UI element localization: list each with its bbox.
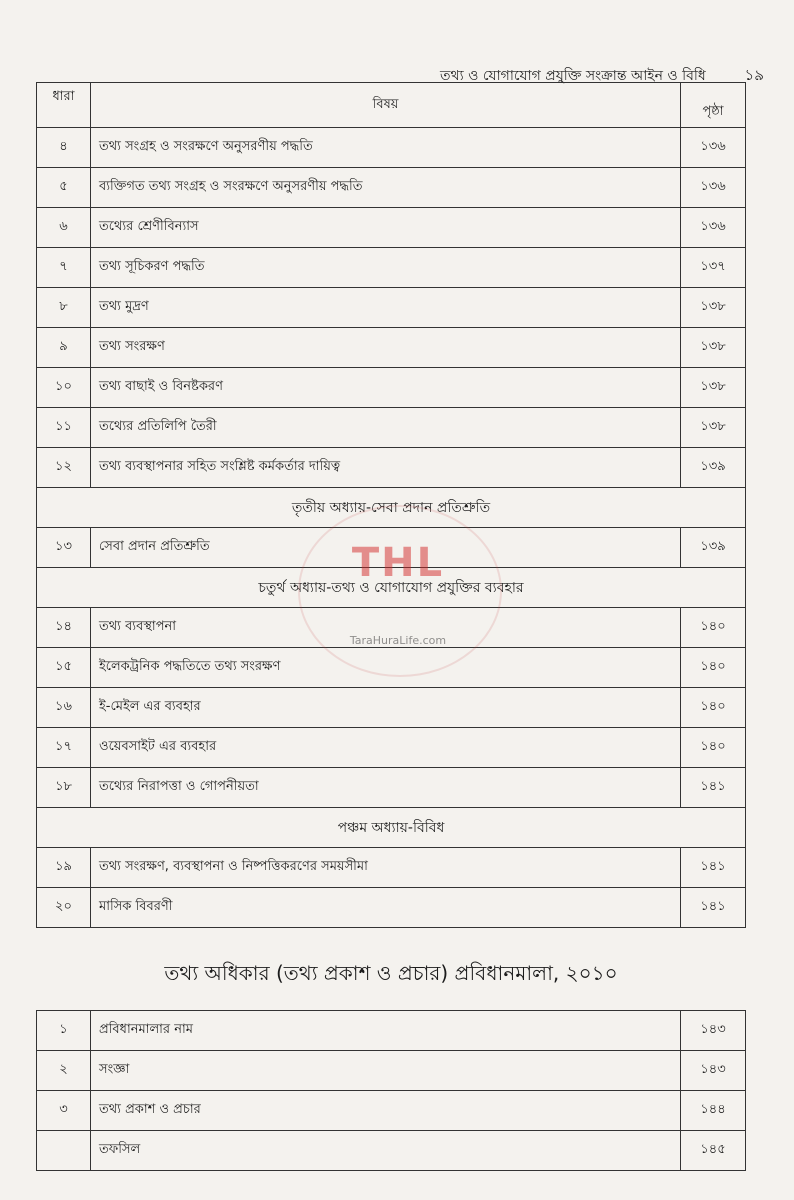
section-number [37, 1131, 91, 1171]
section-title: ওয়েবসাইট এর ব্যবহার [91, 728, 681, 768]
table-row [37, 768, 746, 808]
section-number: ৬ [37, 208, 91, 248]
section-number: ৭ [37, 248, 91, 288]
page-number-cell: ১৩৬ [681, 168, 746, 208]
section-number: ১১ [37, 408, 91, 448]
section-number: ১৪ [37, 608, 91, 648]
page-number-cell: ১৩৬ [681, 208, 746, 248]
page-number-cell: ১৩৮ [681, 288, 746, 328]
section-title: সেবা প্রদান প্রতিশ্রুতি [91, 528, 681, 568]
table-row [37, 728, 746, 768]
section-number: ১৯ [37, 848, 91, 888]
header-page: পৃষ্ঠা [681, 83, 746, 128]
section-title: তথ্য সংরক্ষণ, ব্যবস্থাপনা ও নিষ্পত্তিকরণের সময়সীমা [91, 848, 681, 888]
section-number: ১ [37, 1011, 91, 1051]
section-number: ৮ [37, 288, 91, 328]
page-number-cell: ১৪৩ [681, 1011, 746, 1051]
table-row [37, 1051, 746, 1091]
table-header-row [37, 83, 746, 128]
page-number-cell: ১৪১ [681, 848, 746, 888]
section-title: সংজ্ঞা [91, 1051, 681, 1091]
section-number: ১৬ [37, 688, 91, 728]
page-number-cell: ১৩৭ [681, 248, 746, 288]
table-row [37, 208, 746, 248]
running-head-title: তথ্য ও যোগাযোগ প্রযুক্তি সংক্রান্ত আইন ও বিধি [440, 68, 706, 84]
page-number-cell: ১৩৮ [681, 368, 746, 408]
section-number: ১২ [37, 448, 91, 488]
page-number-cell: ১৪০ [681, 648, 746, 688]
watermark-logo: THL [351, 540, 445, 586]
section-title: ইলেকট্রনিক পদ্ধতিতে তথ্য সংরক্ষণ [91, 648, 681, 688]
page-number-cell: ১৪৪ [681, 1091, 746, 1131]
chapter-heading-label: তৃতীয় অধ্যায়-সেবা প্রদান প্রতিশ্রুতি [37, 488, 746, 528]
page-number-cell: ১৩৮ [681, 408, 746, 448]
chapter-heading-label: পঞ্চম অধ্যায়-বিবিধ [37, 808, 746, 848]
table-row [37, 448, 746, 488]
table-row [37, 888, 746, 928]
section-number: ২০ [37, 888, 91, 928]
table-row [37, 128, 746, 168]
section-title: তথ্য প্রকাশ ও প্রচার [91, 1091, 681, 1131]
table-row [37, 248, 746, 288]
section-number: ১৭ [37, 728, 91, 768]
section-title: তথ্য সূচিকরণ পদ্ধতি [91, 248, 681, 288]
header-subject: বিষয় [91, 83, 681, 128]
page-number-cell: ১৩৮ [681, 328, 746, 368]
section-title: তফসিল [91, 1131, 681, 1171]
section-title: প্রবিধানমালার নাম [91, 1011, 681, 1051]
section-title: তথ্য ব্যবস্থাপনা [91, 608, 681, 648]
section-number: ৯ [37, 328, 91, 368]
page-number: ১৯ [744, 66, 764, 84]
chapter-heading-label: চতুর্থ অধ্যায়-তথ্য ও যোগাযোগ প্রযুক্তির ব্যবহার [37, 568, 746, 608]
rules-title-label: তথ্য অধিকার (তথ্য প্রকাশ ও প্রচার) প্রবিধানমালা, ২০১০ [37, 928, 746, 1011]
section-number: ১৫ [37, 648, 91, 688]
table-row [37, 1131, 746, 1171]
section-number: ১০ [37, 368, 91, 408]
section-title: মাসিক বিবরণী [91, 888, 681, 928]
section-title: তথ্য সংরক্ষণ [91, 328, 681, 368]
section-title: তথ্য বাছাই ও বিনষ্টকরণ [91, 368, 681, 408]
page-number-cell: ১৪০ [681, 728, 746, 768]
table-row [37, 408, 746, 448]
section-title: ব্যক্তিগত তথ্য সংগ্রহ ও সংরক্ষণে অনুসরণীয় পদ্ধতি [91, 168, 681, 208]
watermark-circle [298, 505, 502, 677]
table-row [37, 688, 746, 728]
section-number: ৩ [37, 1091, 91, 1131]
section-number: ১৩ [37, 528, 91, 568]
page-number-cell: ১৪৫ [681, 1131, 746, 1171]
section-title: তথ্যের প্রতিলিপি তৈরী [91, 408, 681, 448]
table-row [37, 328, 746, 368]
page-number-cell: ১৩৬ [681, 128, 746, 168]
section-title: ই-মেইল এর ব্যবহার [91, 688, 681, 728]
table-row [37, 1091, 746, 1131]
section-title: তথ্য ব্যবস্থাপনার সহিত সংশ্লিষ্ট কর্মকর্তার দায়িত্ব [91, 448, 681, 488]
section-title: তথ্যের নিরাপত্তা ও গোপনীয়তা [91, 768, 681, 808]
table-row [37, 368, 746, 408]
rules-title [37, 928, 746, 1011]
section-title: তথ্য সংগ্রহ ও সংরক্ষণে অনুসরণীয় পদ্ধতি [91, 128, 681, 168]
table-row [37, 168, 746, 208]
section-number: ৫ [37, 168, 91, 208]
page-number-cell: ১৪১ [681, 768, 746, 808]
page-number-cell: ১৪১ [681, 888, 746, 928]
section-number: ১৮ [37, 768, 91, 808]
section-number: ৪ [37, 128, 91, 168]
table-row [37, 288, 746, 328]
page-number-cell: ১৪০ [681, 688, 746, 728]
watermark-site: TaraHuraLife.com [349, 634, 447, 647]
table-row [37, 848, 746, 888]
header-section: ধারা [37, 83, 91, 128]
section-title: তথ্য মুদ্রণ [91, 288, 681, 328]
page-number-cell: ১৩৯ [681, 528, 746, 568]
page-number-cell: ১৩৯ [681, 448, 746, 488]
page-number-cell: ১৪০ [681, 608, 746, 648]
chapter-heading [37, 808, 746, 848]
section-title: তথ্যের শ্রেণীবিন্যাস [91, 208, 681, 248]
page-number-cell: ১৪৩ [681, 1051, 746, 1091]
table-row [37, 1011, 746, 1051]
section-number: ২ [37, 1051, 91, 1091]
